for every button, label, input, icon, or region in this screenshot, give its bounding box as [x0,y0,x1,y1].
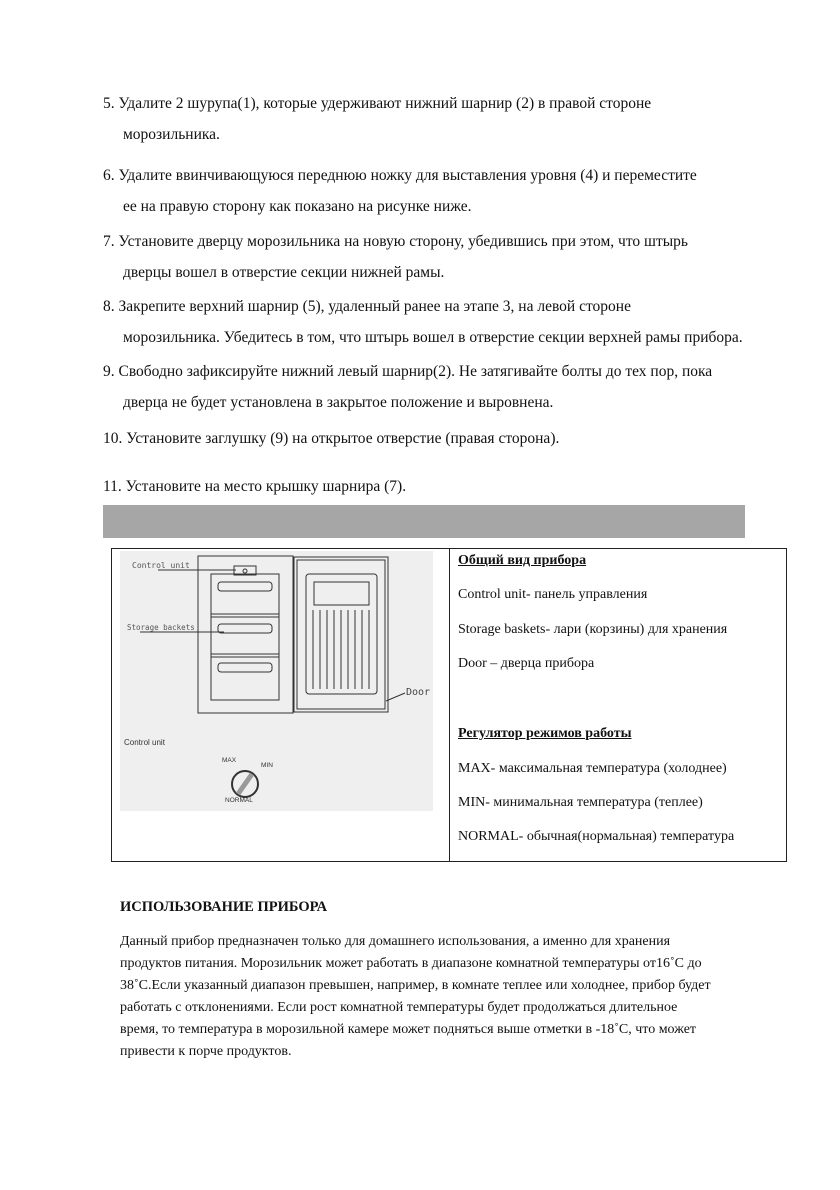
knob-max: MAX [222,757,237,764]
step-text-cont: морозильника. [123,126,220,143]
step-text: 11. Установите на место крышку шарнира (7). [103,478,407,495]
usage-line: привести к порче продуктов. [120,1044,292,1059]
step-10 [103,423,803,454]
step-text: 5. Удалите 2 шурупа(1), которые удерживают нижний шарнир (2) в правой стороне [103,95,652,112]
step-9 [103,356,803,418]
legend-heading-regulator: Регулятор режимов работы [458,726,632,741]
step-text-cont: дверца не будет установлена в закрытое положение и выровнена. [123,394,554,411]
usage-line: Данный прибор предназначен только для домашнего использования, а именно для хранения [120,934,671,949]
step-text: 10. Установите заглушку (9) на открытое отверстие (правая сторона). [103,430,560,447]
knob-normal: NORMAL [225,797,253,804]
legend-item: MIN- минимальная температура (теплее) [458,795,703,810]
step-text: 9. Свободно зафиксируйте нижний левый шарнир(2). Не затягивайте болты до тех пор, пока [103,363,713,380]
legend-item: NORMAL- обычная(нормальная) температура [458,829,735,844]
label-control-unit: Control unit [132,561,190,570]
usage-heading: ИСПОЛЬЗОВАНИЕ ПРИБОРА [120,899,328,915]
usage-line: время, то температура в морозильной камере может подняться выше отметки в -18˚С, что может [120,1022,697,1037]
freezer-diagram [120,551,433,811]
legend-item: MAX- максимальная температура (холоднее) [458,761,727,776]
knob-title: Control unit [124,738,165,747]
step-text: 6. Удалите ввинчивающуюся переднюю ножку для выставления уровня (4) и переместите [103,167,697,184]
legend-item: Control unit- панель управления [458,587,648,602]
step-8 [103,291,803,353]
step-6 [103,160,803,222]
step-text-cont: ее на правую сторону как показано на рисунке ниже. [123,198,472,215]
step-text-cont: морозильника. Убедитесь в том, что штырь вошел в отверстие секции верхней рамы прибора. [123,329,743,346]
overview-table [111,548,787,862]
step-text: 7. Установите дверцу морозильника на новую сторону, убедившись при этом, что штырь [103,233,688,250]
legend-heading-overview: Общий вид прибора [458,553,587,568]
step-text-cont: дверцы вошел в отверстие секции нижней рамы. [123,264,445,281]
usage-line: 38˚С.Если указанный диапазон превышен, например, в комнате теплее или холоднее, прибор будет [120,978,711,993]
step-7 [103,226,803,288]
label-storage: Storage backets [127,623,195,632]
section-bar [103,505,745,538]
step-text: 8. Закрепите верхний шарнир (5), удаленный ранее на этапе 3, на левой стороне [103,298,631,315]
label-door: Door [406,687,431,698]
usage-line: работать с отклонениями. Если рост комнатной температуры будет продолжаться длительное [120,1000,678,1015]
usage-line: продуктов питания. Морозильник может работать в диапазоне комнатной температуры от16˚С до [120,956,702,971]
knob-min: MIN [261,762,273,769]
legend-item: Storage baskets- лари (корзины) для хранения [458,622,728,637]
usage-paragraph [120,931,800,1063]
table-divider [449,549,450,861]
step-11 [103,471,803,502]
step-5 [103,88,803,150]
legend-item: Door – дверца прибора [458,656,595,671]
